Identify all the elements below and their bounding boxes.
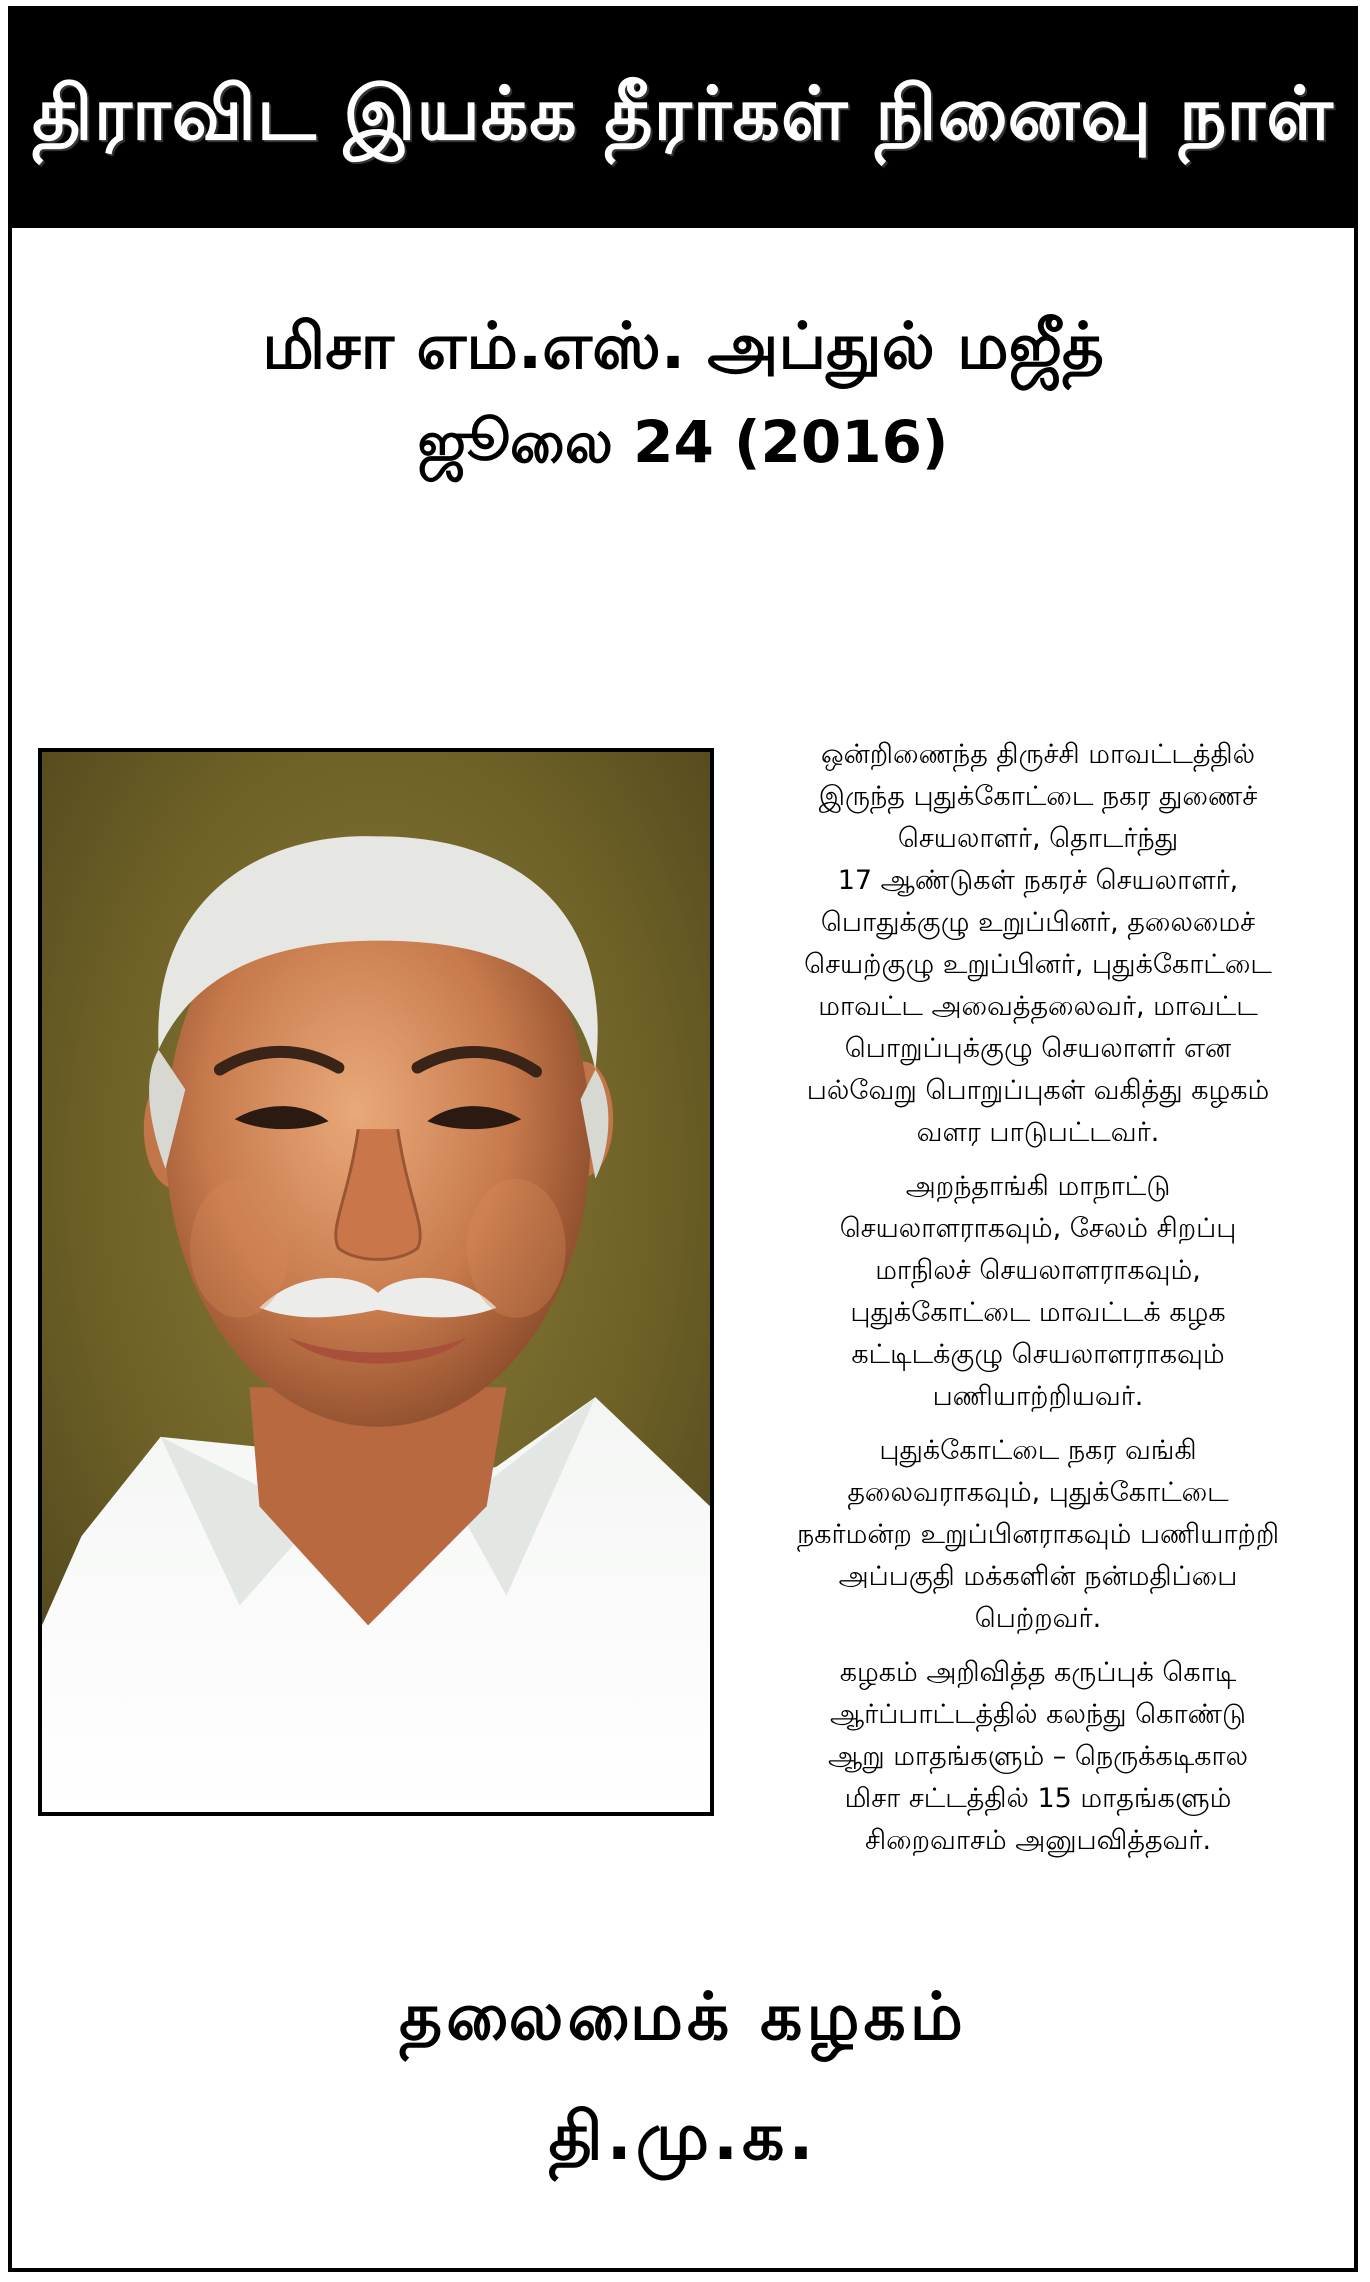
- bio-line: ஒன்றிணைந்த திருச்சி மாவட்டத்தில்: [820, 739, 1256, 770]
- biography-text: [728, 734, 1348, 1874]
- bio-line: அப்பகுதி மக்களின் நன்மதிப்பை: [838, 1561, 1238, 1592]
- bio-line: மாநிலச் செயலாளராகவும்,: [875, 1255, 1201, 1286]
- bio-line: ஆறு மாதங்களும் – நெருக்கடிகால: [827, 1741, 1249, 1772]
- bio-line: செயற்குழு உறுப்பினர், புதுக்கோட்டை: [804, 949, 1272, 980]
- bio-line: கழகம் அறிவித்த கருப்புக் கொடி: [839, 1657, 1237, 1688]
- bio-line: சிறைவாசம் அனுபவித்தவர்.: [864, 1825, 1212, 1856]
- poster-frame: [8, 6, 1358, 2272]
- bio-line: பொதுக்குழு உறுப்பினர், தலைமைச்: [820, 907, 1256, 938]
- bio-line: அறந்தாங்கி மாநாட்டு: [905, 1171, 1171, 1202]
- bio-paragraph: [728, 1166, 1348, 1418]
- bio-line: பொறுப்புக்குழு செயலாளர் என: [844, 1033, 1232, 1064]
- portrait-illustration: [42, 752, 710, 1812]
- bio-line: பெற்றவர்.: [974, 1603, 1102, 1634]
- bio-line: வளர பாடுபட்டவர்.: [916, 1117, 1160, 1148]
- bio-paragraph: [728, 734, 1348, 1154]
- banner-title: திராவிட இயக்க தீரர்கள் நினைவு நாள்: [32, 71, 1334, 157]
- bio-line: நகர்மன்ற உறுப்பினராகவும் பணியாற்றி: [796, 1519, 1280, 1550]
- footer-organization: தலைமைக் கழகம்: [399, 1978, 967, 2055]
- bio-line: ஆர்ப்பாட்டத்தில் கலந்து கொண்டு: [829, 1699, 1247, 1730]
- bio-line: மிசா சட்டத்தில் 15 மாதங்களும்: [844, 1783, 1232, 1814]
- footer-party: தி.மு.க.: [548, 2098, 818, 2175]
- bio-line: மாவட்ட அவைத்தலைவர், மாவட்ட: [818, 991, 1258, 1022]
- header-banner: [12, 10, 1354, 228]
- bio-line: புதுக்கோட்டை மாவட்டக் கழக: [850, 1297, 1226, 1328]
- bio-line: செயலாளர், தொடர்ந்து: [897, 823, 1179, 854]
- bio-paragraph: [728, 1430, 1348, 1640]
- bio-line: 17 ஆண்டுகள் நகரச் செயலாளர்,: [837, 865, 1239, 896]
- bio-line: செயலாளராகவும், சேலம் சிறப்பு: [839, 1213, 1237, 1244]
- bio-line: பல்வேறு பொறுப்புகள் வகித்து கழகம்: [806, 1075, 1270, 1106]
- bio-line: பணியாற்றியவர்.: [932, 1381, 1144, 1412]
- bio-paragraph: [728, 1652, 1348, 1862]
- memorial-date: ஜூலை 24 (2016): [417, 408, 949, 476]
- honoree-name: மிசா எம்.எஸ். அப்துல் மஜீத்: [262, 310, 1104, 384]
- bio-line: கட்டிடக்குழு செயலாளராகவும்: [851, 1339, 1225, 1370]
- bio-line: தலைவராகவும், புதுக்கோட்டை: [847, 1477, 1229, 1508]
- bio-line: புதுக்கோட்டை நகர வங்கி: [879, 1435, 1197, 1466]
- bio-line: இருந்த புதுக்கோட்டை நகர துணைச்: [818, 781, 1258, 812]
- portrait-photo: [38, 748, 714, 1816]
